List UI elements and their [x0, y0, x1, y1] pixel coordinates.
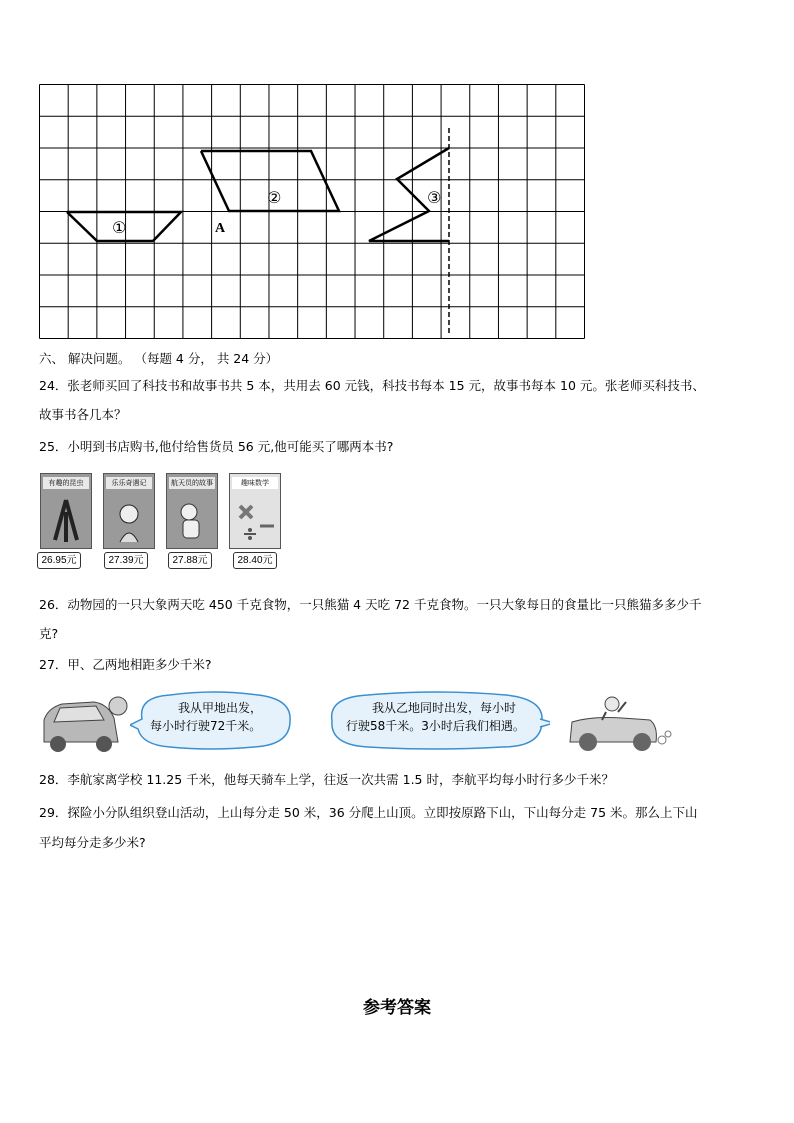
book-title-3: 航天员的故事: [171, 479, 213, 487]
grid-figure: [39, 84, 585, 340]
shape-label-1: ①: [112, 218, 127, 237]
book-cover-3: [166, 473, 218, 549]
astronaut-image: [167, 492, 217, 548]
book-price-4: 28.40元: [233, 552, 277, 569]
book-title-4: 趣味数学: [232, 477, 278, 489]
section-heading: 六、 解决问题。 （每题 4 分， 共 24 分）: [39, 351, 279, 366]
math-symbols-image: [230, 492, 280, 548]
bubble-right-line-2: 行驶58千米。3小时后我们相遇。: [346, 719, 525, 733]
question-27: 27．甲、乙两地相距多少千米?: [39, 657, 212, 672]
question-24-line-1: 24．张老师买回了科技书和故事书共 5 本，共用去 60 元钱，科技书每本 15 元，故事书每本 10 元。张老师买科技书、: [39, 378, 705, 393]
book-price-1: 26.95元: [37, 552, 81, 569]
character-image: [104, 492, 154, 548]
book-cover-1: [40, 473, 92, 549]
bubble-left-line-1: 我从甲地出发，: [178, 701, 263, 715]
book-title-2: 乐乐奇遇记: [106, 477, 152, 489]
question-25: 25．小明到书店购书,他付给售货员 56 元,他可能买了哪两本书?: [39, 439, 394, 454]
book-price-2: 27.39元: [104, 552, 148, 569]
book-cover-2: [103, 473, 155, 549]
book-cover-4: [229, 473, 281, 549]
car-right-illustration: [562, 686, 674, 754]
bubble-left-line-2: 每小时行驶72千米。: [150, 719, 262, 733]
question-29-line-1: 29．探险小分队组织登山活动，上山每分走 50 米，36 分爬上山顶。立即按原路下山，下山每分走 75 米。那么上下山: [39, 805, 698, 820]
answers-title: 参考答案: [363, 998, 431, 1018]
bubble-right-line-1: 我从乙地同时出发，每小时: [372, 701, 517, 715]
question-28: 28．李航家离学校 11.25 千米，他每天骑车上学，往返一次共需 1.5 时，李航平均每小时行多少千米？: [39, 772, 614, 787]
point-label-a: A: [215, 221, 226, 236]
question-29-line-2: 平均每分走多少米?: [39, 835, 146, 850]
shape-label-2: ②: [267, 188, 282, 207]
book-title-1: 有趣的昆虫: [43, 477, 89, 489]
insect-image: [41, 492, 91, 548]
question-24-line-2: 故事书各几本？: [39, 407, 127, 422]
shape-label-3: ③: [427, 188, 442, 207]
book-price-3: 27.88元: [168, 552, 212, 569]
car-left-illustration: [38, 690, 130, 754]
question-26-line-2: 克?: [39, 626, 59, 641]
question-26-line-1: 26．动物园的一只大象两天吃 450 千克食物，一只熊猫 4 天吃 72 千克食物。一只大象每日的食量比一只熊猫多多少千: [39, 597, 702, 612]
